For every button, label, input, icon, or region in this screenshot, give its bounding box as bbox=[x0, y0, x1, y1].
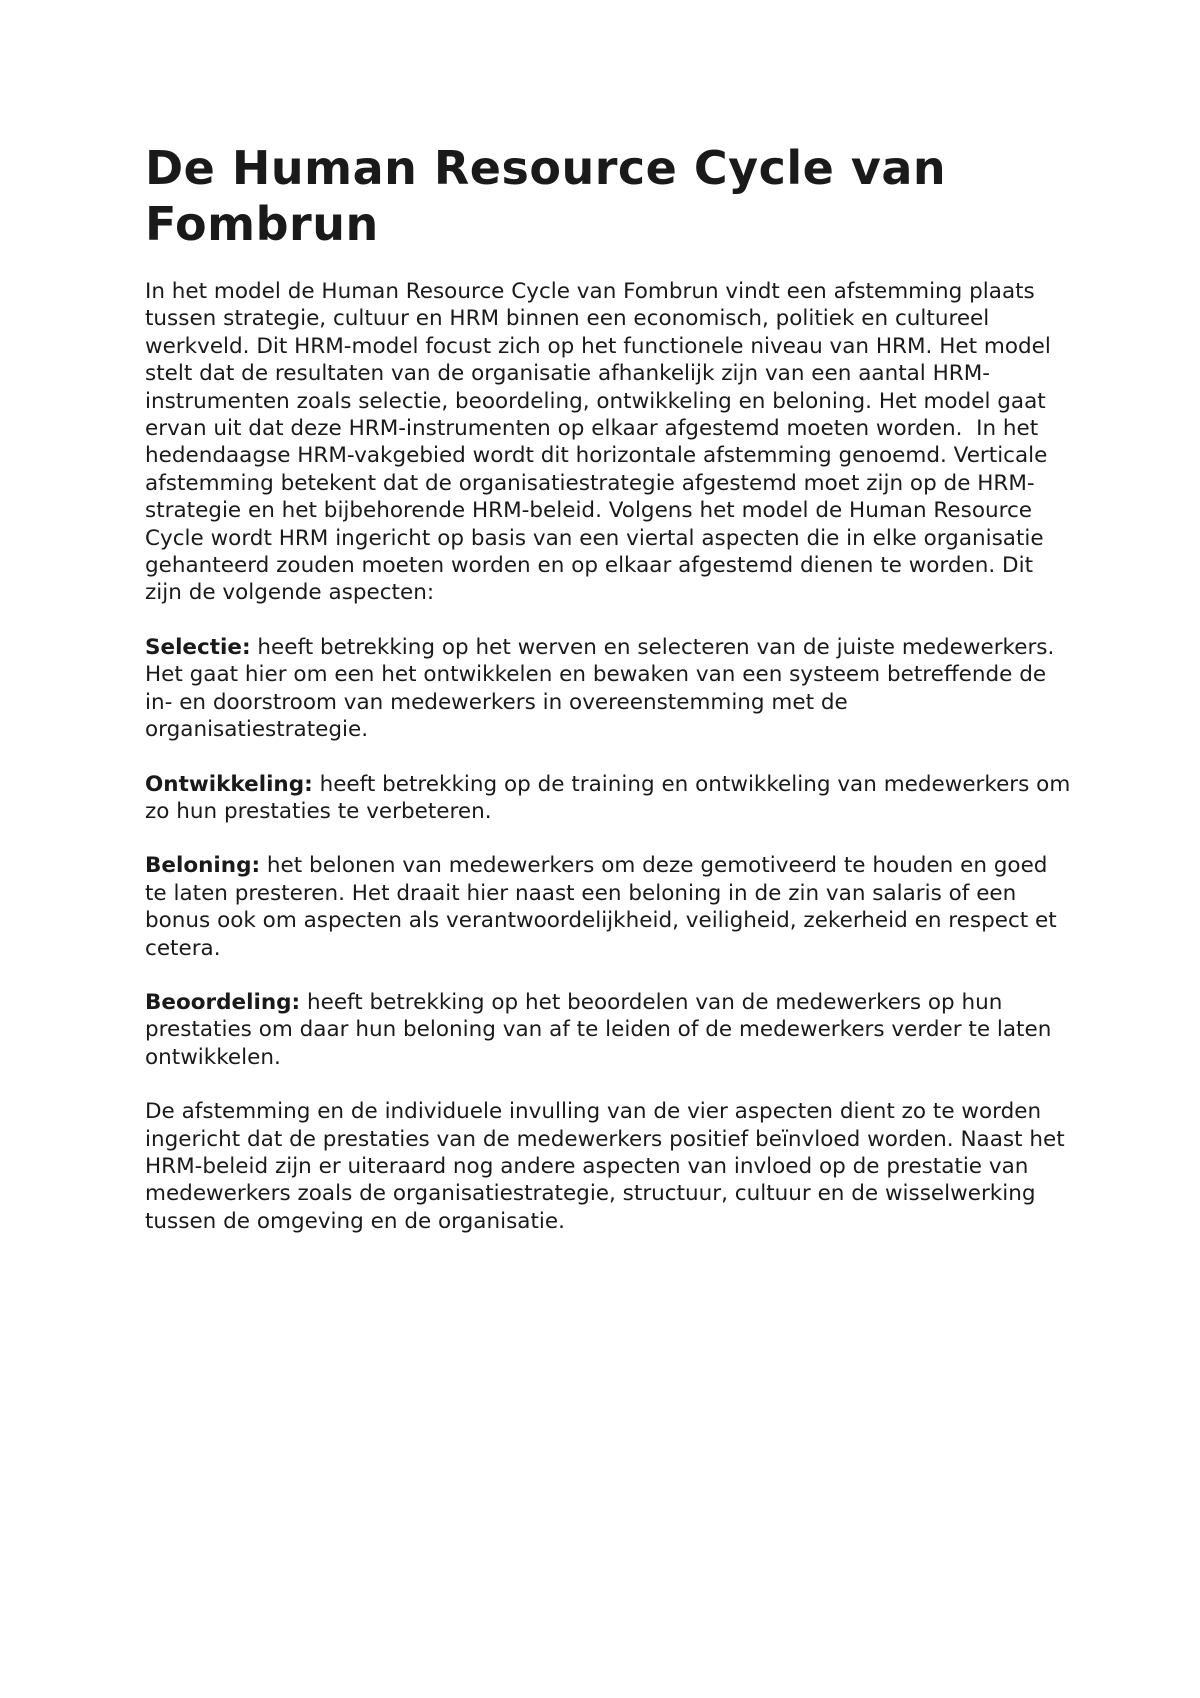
intro-paragraph: In het model de Human Resource Cycle van Fombrun vindt een afstemming plaats tussen strategie, cultuur en HRM binnen een economisch, politiek en cultureel werkveld. Dit HRM-model focust zich op het functionele niveau van HRM. Het model stelt dat de resultaten van de organisatie afhankelijk zijn van een aantal HRM-instrumenten zoals selectie, beoordeling, ontwikkeling en beloning. Het model gaat ervan uit dat deze HRM-instrumenten op elkaar afgestemd moeten worden. In het hedendaagse HRM-vakgebied wordt dit horizontale afstemming genoemd. Verticale afstemming betekent dat de organisatiestrategie afgestemd moet zijn op de HRM-strategie en het bijbehorende HRM-beleid. Volgens het model de Human Resource Cycle wordt HRM ingericht op basis van een viertal aspecten die in elke organisatie gehanteerd zouden moeten worden en op elkaar afgestemd dienen te worden. Dit zijn de volgende aspecten: bbox=[145, 279, 1058, 606]
aspect-term: Beloning: bbox=[145, 853, 261, 879]
document-title: De Human Resource Cycle van Fombrun bbox=[145, 141, 947, 251]
aspect-ontwikkeling bbox=[145, 771, 1078, 826]
aspect-beloning bbox=[145, 852, 1075, 962]
aspect-text: heeft betrekking op het werven en selecteren van de juiste medewerkers. Het gaat hier om een het ontwikkelen en bewaken van een systeem betreffende de in- en doorstroom van medewerkers in overeenstemming met de organisatiestrategie. bbox=[145, 634, 1062, 743]
aspect-term: Beoordeling: bbox=[145, 989, 301, 1015]
aspect-text: heeft betrekking op het beoordelen van de medewerkers op hun prestaties om daar hun beloning van af te leiden of de medewerkers verder te laten ontwikkelen. bbox=[145, 989, 1059, 1070]
aspect-term: Selectie: bbox=[145, 634, 251, 660]
aspect-text: het belonen van medewerkers om deze gemotiveerd te houden en goed te laten presteren. Het draait hier naast een beloning in de zin van salaris of een bonus ook om aspecten als verantwoordelijkheid, veiligheid, zekerheid en respect et cetera. bbox=[145, 853, 1064, 961]
aspect-text: heeft betrekking op de training en ontwikkeling van medewerkers om zo hun prestaties te verbeteren. bbox=[145, 771, 1078, 824]
conclusion-paragraph: De afstemming en de individuele invulling van de vier aspecten dient zo te worden ingericht dat de prestaties van de medewerkers positief beïnvloed worden. Naast het HRM-beleid zijn er uiteraard nog andere aspecten van invloed op de prestatie van medewerkers zoals de organisatiestrategie, structuur, cultuur en de wisselwerking tussen de omgeving en de organisatie. bbox=[145, 1099, 1072, 1234]
aspect-term: Ontwikkeling: bbox=[145, 771, 313, 797]
aspect-beoordeling bbox=[145, 989, 1075, 1071]
document-page bbox=[145, 140, 1078, 1262]
aspect-selectie bbox=[145, 634, 1075, 744]
